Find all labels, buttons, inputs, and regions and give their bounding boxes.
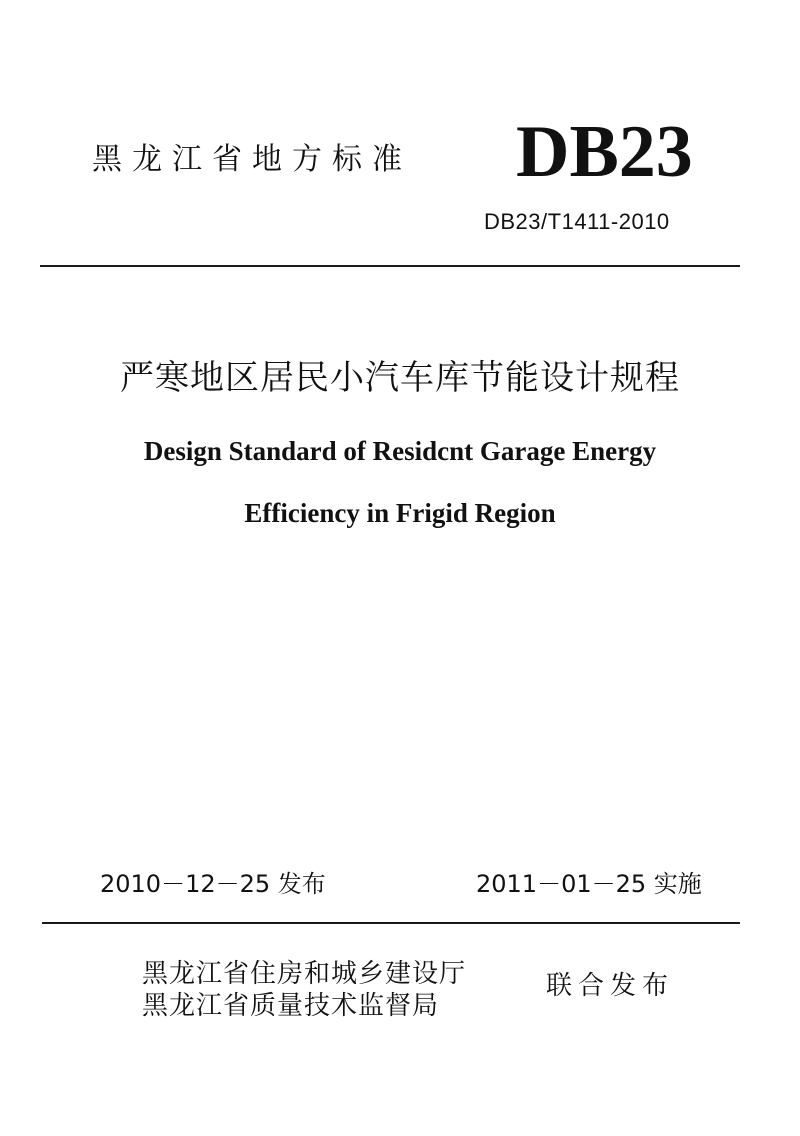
implementation-date: 2011－01－25 实施: [476, 870, 702, 898]
standard-number: DB23/T1411-2010: [484, 209, 670, 234]
joint-publish-label: 联合发布: [546, 971, 675, 1001]
title-english-line1: Design Standard of Residcnt Garage Energy: [143, 436, 657, 466]
publisher-line2: 黑龙江省质量技术监督局: [142, 991, 440, 1021]
standard-code: DB23: [516, 111, 693, 193]
top-divider: [40, 265, 740, 267]
bottom-divider: [42, 922, 740, 924]
issue-date: 2010－12－25 发布: [100, 870, 326, 898]
title-english-line2: Efficiency in Frigid Region: [244, 498, 556, 528]
standard-category: 黑龙江省地方标准: [92, 142, 412, 177]
title-chinese: 严寒地区居民小汽车库节能设计规程: [120, 358, 680, 398]
publisher-line1: 黑龙江省住房和城乡建设厅: [142, 959, 467, 989]
